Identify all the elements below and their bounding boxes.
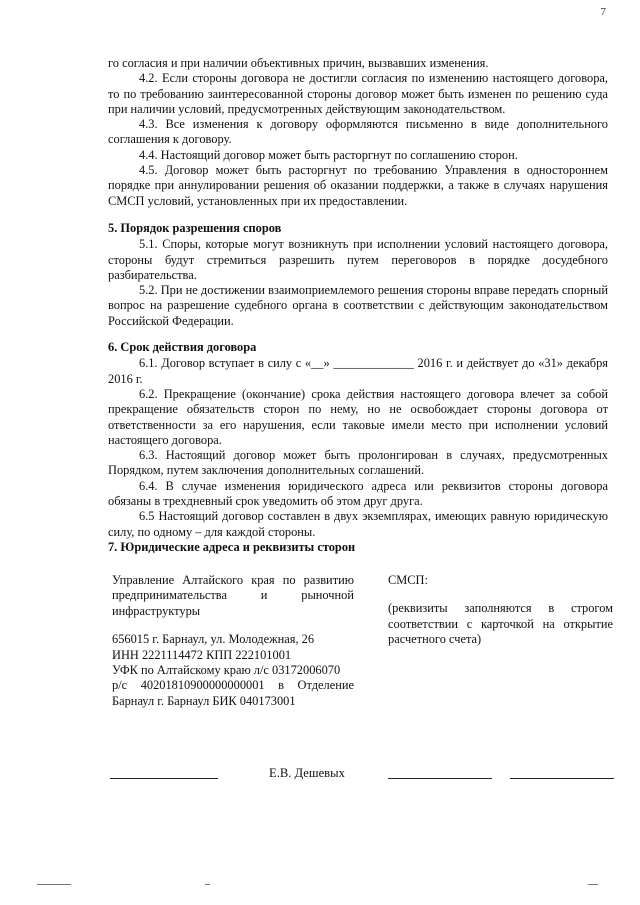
- footer-mark-center: [205, 884, 210, 885]
- left-party-account: р/с 40201810900000000001 в Отделение Барнаул г. Барнаул БИК 040173001: [112, 678, 354, 708]
- left-party-ufk: УФК по Алтайскому краю л/с 03172006070: [112, 663, 341, 678]
- right-signature-line-2: [510, 778, 614, 779]
- left-party-requisites: [112, 573, 354, 709]
- left-signature-line: [110, 778, 218, 779]
- paragraph-6-4: 6.4. В случае изменения юридического адреса или реквизитов стороны договора обязаны в трехдневный срок уведомить об этом друг друга.: [108, 478, 608, 509]
- paragraph-5-1: 5.1. Споры, которые могут возникнуть при исполнении условий настоящего договора, стороны будут стремиться разрешить путем переговоров в порядке досудебного разбирательства.: [108, 237, 608, 282]
- paragraph-6-3: 6.3. Настоящий договор может быть пролонгирован в случаях, предусмотренных Порядком, путем заключения дополнительных соглашений.: [108, 448, 608, 478]
- section-6-heading: 6. Срок действия договора: [108, 340, 257, 355]
- paragraph-6-2: 6.2. Прекращение (окончание) срока действия настоящего договора влечет за собой прекращение обязательств сторон по нему, но не освобождает стороны договора от ответственности за его нарушения, если таковые имели место при исполнении условий настоящего договора.: [108, 386, 608, 447]
- right-party-note: (реквизиты заполняются в строгом соответствии с карточкой на открытие расчетного счета): [388, 601, 613, 647]
- section-7-heading: 7. Юридические адреса и реквизиты сторон: [108, 539, 356, 554]
- signatory-name: Е.В. Дешевых: [269, 766, 345, 780]
- document-body: [108, 56, 608, 556]
- paragraph-4-5: 4.5. Договор может быть расторгнут по требованию Управления в одностороннем порядке при аннулировании решения об оказании поддержки, а также в случаях нарушения СМСП условий, установленных при их предоставлении.: [108, 163, 608, 208]
- paragraph-5-2: 5.2. При не достижении взаимоприемлемого решения стороны вправе передать спорный вопрос на разрешение судебного органа в соответствии с действующим законодательством Российской Федерации.: [108, 283, 608, 328]
- section-5-heading: 5. Порядок разрешения споров: [108, 220, 282, 235]
- paragraph-4-2: 4.2. Если стороны договора не достигли согласия по изменению настоящего договора, то по требованию заинтересованной стороны договор может быть изменен по решению суда при наличии условий, предусмотренных действующим законодательством.: [108, 71, 608, 116]
- paragraph-4-3: 4.3. Все изменения к договору оформляются письменно в виде дополнительного соглашения к договору.: [108, 117, 608, 147]
- right-party-name: СМСП:: [388, 573, 428, 587]
- right-party-requisites: [388, 573, 613, 648]
- page-number: 7: [600, 6, 606, 18]
- left-party-inn: ИНН 2221114472 КПП 222101001: [112, 647, 292, 662]
- left-party-details: [112, 632, 354, 709]
- paragraph-4-1-continuation: го согласия и при наличии объективных причин, вызвавших изменения.: [108, 56, 489, 70]
- footer-mark-right: [588, 884, 598, 885]
- paragraph-4-4: 4.4. Настоящий договор может быть расторгнут по соглашению сторон.: [139, 147, 518, 162]
- left-party-address: 656015 г. Барнаул, ул. Молодежная, 26: [112, 632, 315, 647]
- left-party-name: Управление Алтайского края по развитию предпринимательства и рыночной инфраструктуры: [112, 573, 354, 618]
- paragraph-6-5: 6.5 Настоящий договор составлен в двух экземплярах, имеющих равную юридическую силу, по одному – для каждой стороны.: [108, 509, 608, 539]
- footer-mark-left: [37, 884, 71, 885]
- right-signature-line-1: [388, 778, 492, 779]
- paragraph-6-1: 6.1. Договор вступает в силу с «__» _____________ 2016 г. и действует до «31» декабря 2016 г.: [108, 356, 608, 386]
